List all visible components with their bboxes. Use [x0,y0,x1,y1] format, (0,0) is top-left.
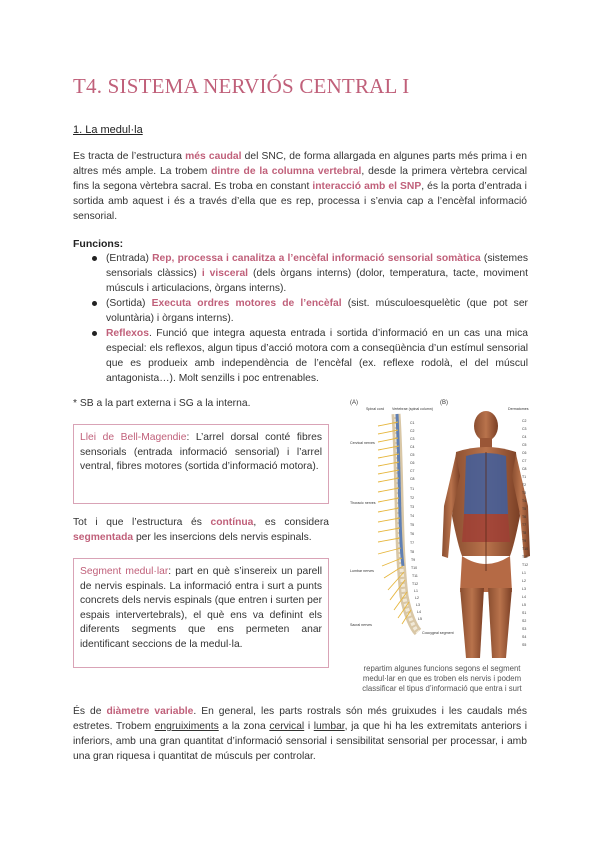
segment-label: T4 [410,514,415,518]
segment-label: T2 [410,496,415,500]
lumbar-nerves-label: Lumbar nerves [350,569,374,573]
segment-label: T5 [410,523,415,527]
sacral-nerves-label: Sacral nerves [350,623,372,627]
dermatome-label: T12 [522,563,529,567]
list-item: (Entrada) Rep, processa i canalitza a l’encèfal informació sensorial somàtica (sistemes sensorials clàssics) i visceral (dels òrgans interns) (dolor, temperatura, tacte, moviment músculs i articulacions, òrgans interns). [92,251,528,296]
dermatome-label: T4 [522,499,527,503]
figure-label-a: (A) [350,400,358,406]
figure-label-b: (B) [440,400,448,406]
dermatome-label: T1 [522,475,527,479]
spinal-cord-label: Spinal cord [366,407,384,411]
segment-label: L5 [418,617,422,621]
note-text: * SB a la part externa i SG a la interna. [73,398,251,409]
segment-label: C7 [410,469,415,473]
dermatome-label: C6 [522,451,527,455]
dermatome-label: S5 [522,643,527,647]
bullet-icon [92,301,97,306]
dermatome-label: C8 [522,467,527,471]
segment-label: C1 [410,421,415,425]
section-heading: 1. La medul·la [73,124,143,136]
dermatome-label: T2 [522,483,527,487]
segment-label: C3 [410,437,415,441]
segment-label: L2 [415,596,419,600]
dermatome-label: C4 [522,435,527,439]
segment-label: C8 [410,477,415,481]
segment-labels [410,421,422,621]
funcions-heading: Funcions: [73,238,124,250]
dermatome-label: L1 [522,571,526,575]
continuity-paragraph: Tot i que l’estructura és contínua, es considera segmentada per les insercions dels nervis espinals. [73,517,329,543]
figure-caption: repartim algunes funcions segons el segment medul·lar en que es troben els nervis i podem classificar el tipus d’informació que entra i surt [362,664,522,693]
dermatome-label: T5 [522,507,527,511]
funcions-list [92,251,528,386]
intro-paragraph: Es tracta de l’estructura més caudal del SNC, de forma allargada en algunes parts més prima i en altres més ample. La trobem dintre de la columna vertebral, desde la primera vèrtebra cervical fins la segona vèrtebra sacral. Es troba en constant interacció amb el SNP, és la porta d’entrada i sortida amb aquest i és a través d’ella que es rep, processa i s’envia cap a l’encèfal informació sensorial. [73,151,527,222]
dermatome-label: C3 [522,427,527,431]
dermatomes-label: Dermatomes [508,407,529,411]
human-back-figure [442,411,530,658]
segment-label: L4 [417,610,421,614]
segment-label: C6 [410,461,415,465]
dermatome-label: S3 [522,627,527,631]
segment-label: L3 [416,603,420,607]
dermatome-label: C2 [522,419,527,423]
dermatome-label: T11 [522,555,528,559]
dermatome-label: C7 [522,459,527,463]
coccygeal-label: Coccygeal segment [422,631,454,635]
bullet-icon [92,331,97,336]
dermatome-label: L2 [522,579,526,583]
page-title: T4. SISTEMA NERVIÓS CENTRAL I [73,74,410,98]
segment-label: T9 [411,558,416,562]
segment-label: T1 [410,487,415,491]
dermatome-label: S1 [522,611,527,615]
dermatome-label: L3 [522,587,526,591]
segment-label: T3 [410,505,415,509]
segment-label: T12 [412,582,419,586]
dermatome-label: L5 [522,603,526,607]
segment-label: C4 [410,445,415,449]
spinal-cord-figure [348,396,534,664]
segment-label: T10 [411,566,418,570]
bell-magendie-box: Llei de Bell-Magendie: L’arrel dorsal conté fibres sensorials (entrada informació sensorial) i l’arrel ventral, fibres motores (sortida d’informació motora). [73,424,329,504]
segment-label: C5 [410,453,415,457]
dermatome-label: T10 [522,547,529,551]
thoracic-nerves-label: Thoracic nerves [350,501,376,505]
segment-label: T6 [410,532,415,536]
list-item: (Sortida) Executa ordres motores de l’encèfal (sist. músculoesquelètic (que pot ser voluntària) i òrgans interns). [92,296,528,326]
cervical-nerves-label: Cervical nerves [350,441,375,445]
segment-box: Segment medul·lar: part en què s’insereix un parell de nervis espinals. La informació entra i surt a punts concrets dels nervis espinals (que entren i surten per espais intervertebrals), el què ens va definint els diferents segments que ens permeten anar identificant seccions de la medul·la. [73,558,329,668]
segment-label: C2 [410,429,415,433]
segment-label: L1 [414,589,418,593]
dermatome-label: T3 [522,491,527,495]
dermatome-label: S2 [522,619,527,623]
dermatome-label: C5 [522,443,527,447]
vertebrae-label: Vertebrae (spinal column) [392,407,433,411]
bullet-icon [92,256,97,261]
dermatome-label: T8 [522,531,527,535]
segment-label: T8 [410,550,415,554]
dermatome-label: L4 [522,595,526,599]
dermatome-label: S4 [522,635,527,639]
dermatome-label: T6 [522,515,527,519]
segment-label: T7 [410,541,415,545]
diameter-paragraph: És de diàmetre variable. En general, les parts rostrals són més gruixudes i les caudals més estretes. Trobem engruiximents a la zona cervical i lumbar, ja que hi ha les extremitats anteriors i inferiors, amb una gran quantitat d’informació sensorial i sensibilitat sensorial per processar, i amb una gran riquesa i quantitat de músculs per controlar. [73,706,528,762]
list-item: Reflexos. Funció que integra aquesta entrada i sortida d’informació en un cas una mica especial: els reflexos, algun tipus d’acció motora com a conseqüència d’un estímul sensorial que es produeix amb independència de l’encèfal (ex. reflexe rodolà, el del múscul antagonista…). Molt senzills i poc entrenables. [92,326,528,386]
dermatome-label: T7 [522,523,527,527]
dermatome-label: T9 [522,539,527,543]
segment-label: T11 [412,574,418,578]
